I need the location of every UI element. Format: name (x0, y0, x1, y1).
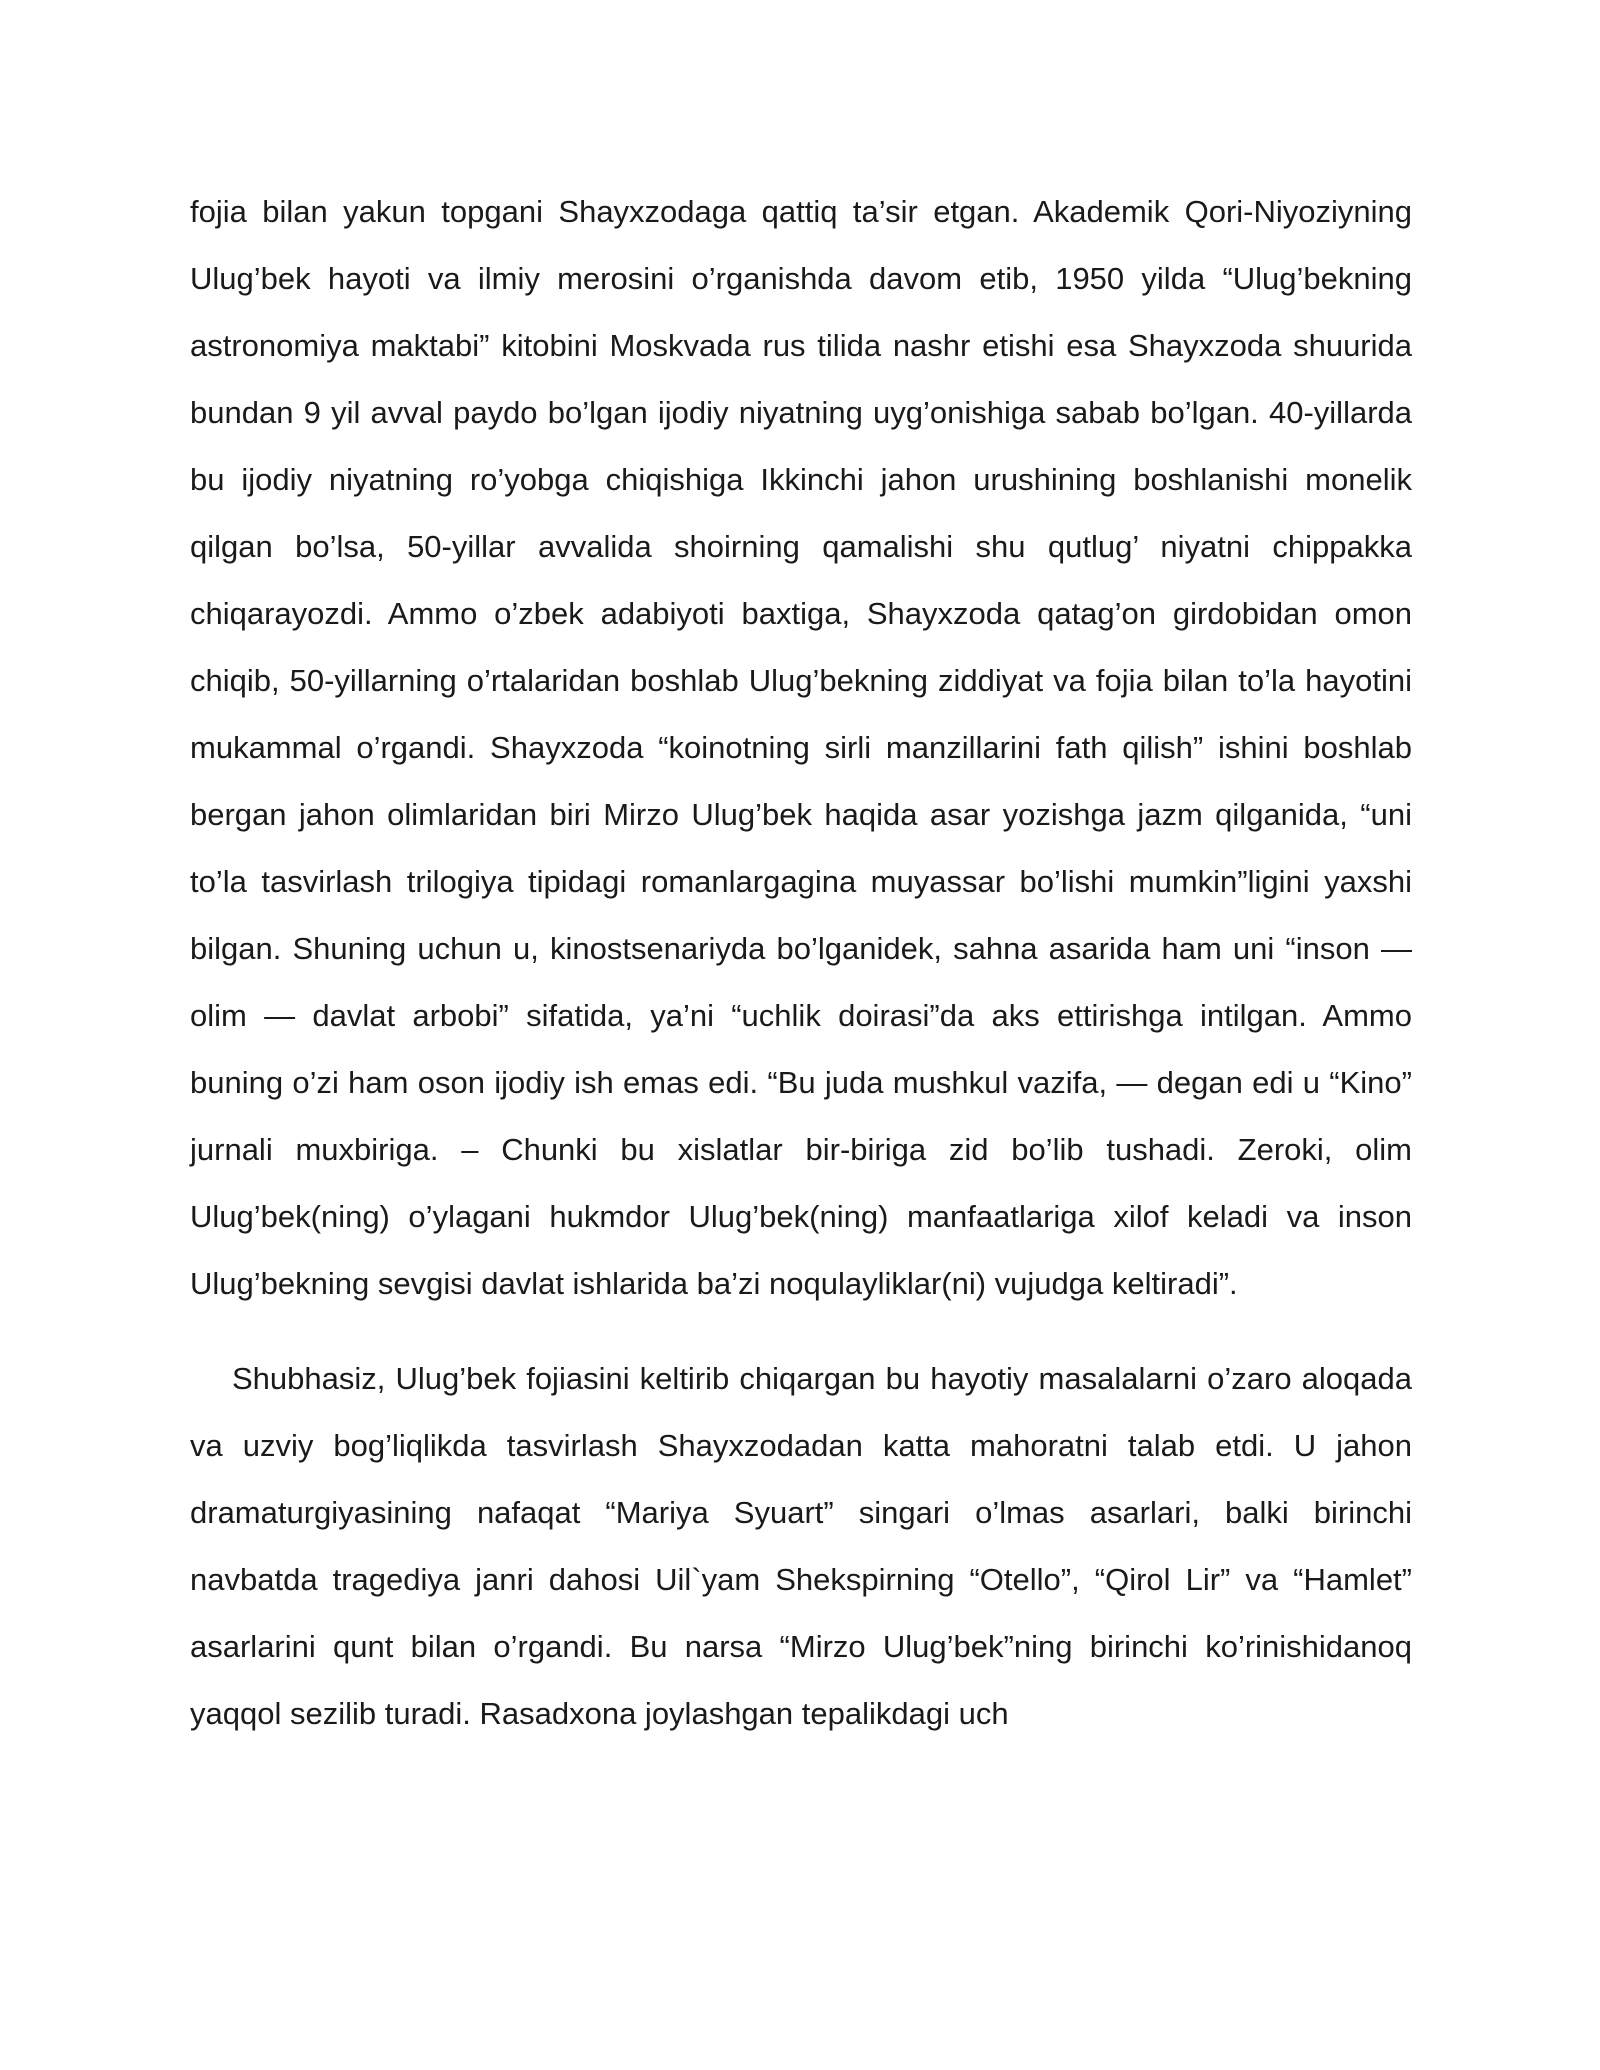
paragraph-1: fojia bilan yakun topgani Shayxzodaga qattiq ta’sir etgan. Akademik Qori-Niyoziyning Ulug’bek hayoti va ilmiy merosini o’rganishda davom etib, 1950 yilda “Ulug’bekning astronomiya maktabi” kitobini Moskvada rus tilida nashr etishi esa Shayxzoda shuurida bundan 9 yil avval paydo bo’lgan ijodiy niyatning uyg’onishiga sabab bo’lgan. 40-yillarda bu ijodiy niyatning ro’yobga chiqishiga Ikkinchi jahon urushining boshlanishi monelik qilgan bo’lsa, 50-yillar avvalida shoirning qamalishi shu qutlug’ niyatni chippakka chiqarayozdi. Ammo o’zbek adabiyoti baxtiga, Shayxzoda qatag’on girdobidan omon chiqib, 50-yillarning o’rtalaridan boshlab Ulug’bekning ziddiyat va fojia bilan to’la hayotini mukammal o’rgandi. Shayxzoda “koinotning sirli manzillarini fath qilish” ishini boshlab bergan jahon olimlaridan biri Mirzo Ulug’bek haqida asar yozishga jazm qilganida, “uni to’la tasvirlash trilogiya tipidagi romanlargagina muyassar bo’lishi mumkin”ligini yaxshi bilgan. Shuning uchun u, kinostsenariyda bo’lganidek, sahna asarida ham uni “inson — olim — davlat arbobi” sifatida, ya’ni “uchlik doirasi”da aks ettirishga intilgan. Ammo buning o’zi ham oson ijodiy ish emas edi. “Bu juda mushkul vazifa, — degan edi u “Kino” jurnali muxbiriga. – Chunki bu xislatlar bir-biriga zid bo’lib tushadi. Zeroki, olim Ulug’bek(ning) o’ylagani hukmdor Ulug’bek(ning) manfaatlariga xilof keladi va inson Ulug’bekning sevgisi davlat ishlarida ba’zi noqulayliklar(ni) vujudga keltiradi”. (190, 194, 1412, 1301)
paragraph-2: Shubhasiz, Ulug’bek fojiasini keltirib chiqargan bu hayotiy masalalarni o’zaro aloqada va uzviy bog’liqlikda tasvirlash Shayxzodadan katta mahoratni talab etdi. U jahon dramaturgiyasining nafaqat “Mariya Syuart” singari o’lmas asarlari, balki birinchi navbatda tragediya janri dahosi Uil`yam Shekspirning “Otello”, “Qirol Lir” va “Hamlet” asarlarini qunt bilan o’rgandi. Bu narsa “Mirzo Ulug’bek”ning birinchi ko’rinishidanoq yaqqol sezilib turadi. Rasadxona joylashgan tepalikdagi uch (190, 1361, 1412, 1731)
body-text (190, 178, 1412, 1747)
